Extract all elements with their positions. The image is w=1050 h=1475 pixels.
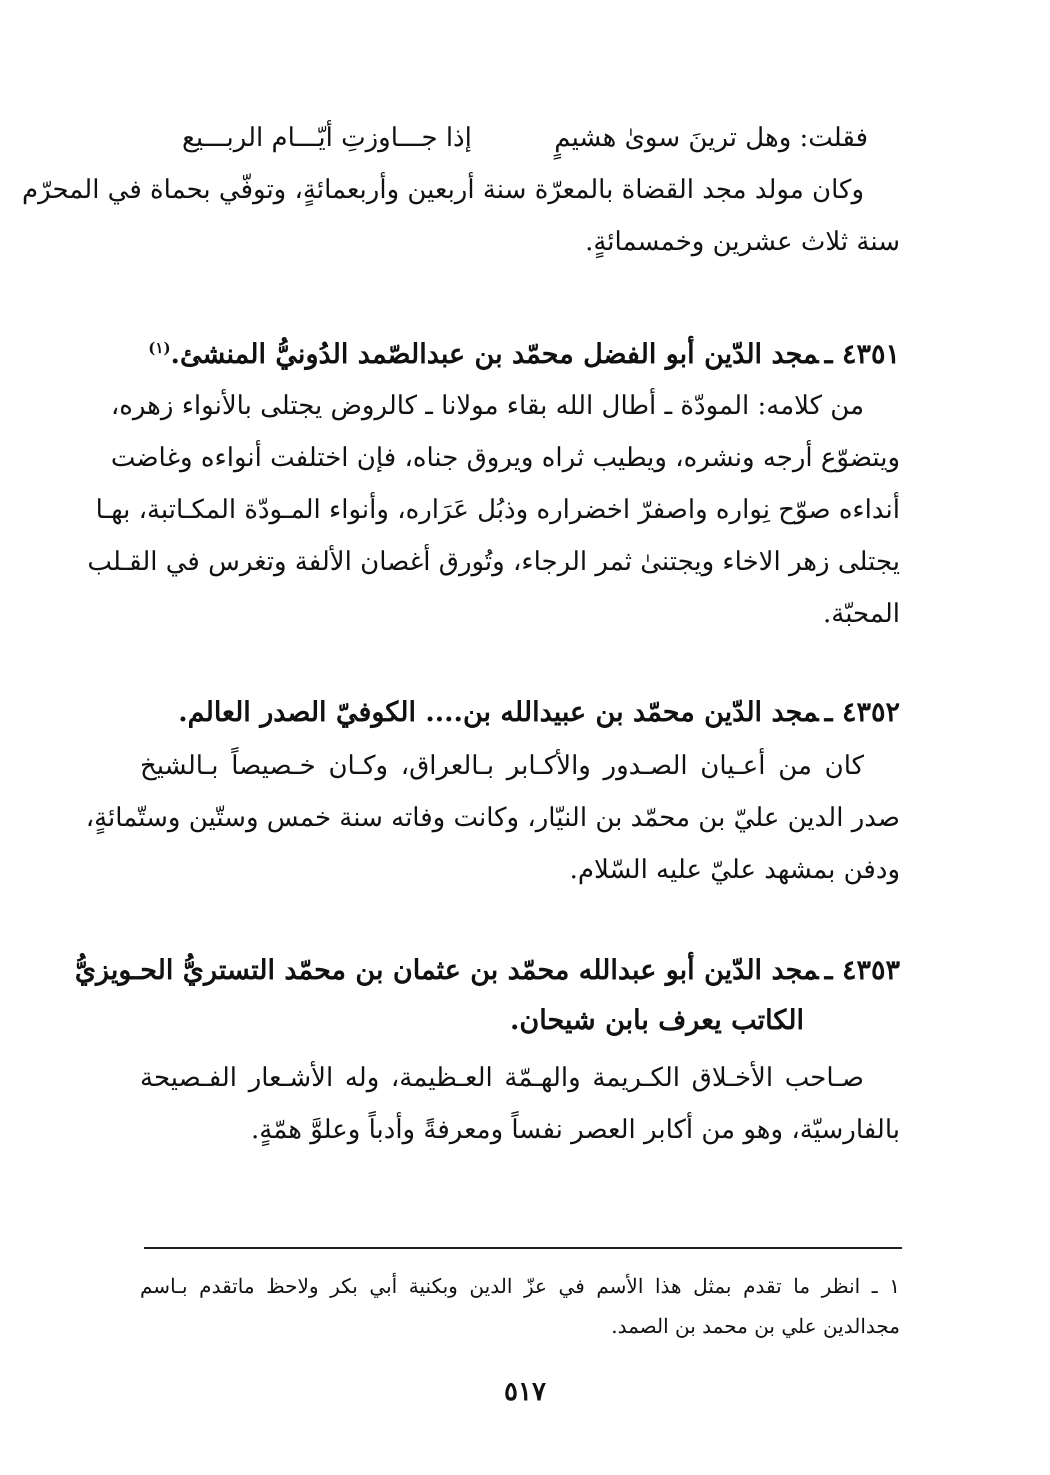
text-line: وكان مولد مجد القضاة بالمعرّة سنة أربعين وأربعمائةٍ، وتوفّي بحماة في المحرّم [22,175,864,205]
verse-line [140,112,900,164]
entry-4351-heading [140,330,900,380]
text-line: من كلامه: المودّة ـ أطال الله بقاء مولانا ـ كالروض يجتلى بالأنواء زهره، [110,391,864,421]
text-line: ودفن بمشهد عليّ عليه السّلام. [569,855,900,885]
entry-4351-body [87,380,900,640]
intro-paragraph [22,164,900,268]
text-line: ويتضوّع أرجه ونشره، ويطيب ثراه ويروق جناه، فإن اختلفت أنواءه وغاضت [110,443,900,473]
verse-hemistich-second: إذا جـــاوزتِ أيّـــام الربـــيع [182,123,472,153]
text-line: يجتلى زهر الاخاء ويجتنىٰ ثمر الرجاء، وتُورق أغصان الألفة وتغرس في القـلب [87,547,900,577]
footnote-line: مجدالدين علي بن محمد بن الصمد. [611,1314,900,1338]
entry-4353-heading [74,946,900,1046]
text-line: بالفارسيّة، وهو من أكابر العصر نفساً ومعرفةً وأدباً وعلوَّ همّةٍ. [251,1115,900,1145]
entry-number: ٤٣٥٣ ـ [824,955,900,986]
text-line: المحبّة. [822,599,900,629]
footnote-separator [144,1247,902,1249]
entry-title: مجد الدّين أبو الفضل محمّد بن عبدالصّمد الدُونيُّ المنشئ. [170,339,819,370]
text-line: سنة ثلاث عشرين وخمسمائةٍ. [585,227,900,257]
text-line: صـاحب الأخـلاق الكـريمة والهـمّة العـظيمة، وله الأشـعار الفـصيحة [140,1063,864,1093]
entry-title: مجد الدّين أبو عبدالله محمّد بن عثمان بن محمّد التستريُّ الحـويزيُّ [74,955,819,986]
text-line: صدر الدين عليّ بن محمّد بن النيّار، وكانت وفاته سنة خمس وستّين وستّمائةٍ، [85,803,900,833]
entry-4352-heading [140,688,900,738]
text-line: كان من أعـيان الصـدور والأكـابر بـالعراق، وكـان خـصيصاً بـالشيخ [140,751,864,781]
entry-title: مجد الدّين محمّد بن عبيدالله بن.... الكوفيّ الصدر العالم. [178,697,819,728]
entry-4352-body [85,740,900,896]
entry-number: ٤٣٥١ ـ [824,339,900,370]
footnote-reference: (١) [148,339,171,357]
entry-title-continued: الكاتب يعرف بابن شيحان. [510,1005,804,1036]
footnote [140,1266,900,1346]
footnote-line: ١ ـ انظر ما تقدم بمثل هذا الأسم في عزّ الدين وبكنية أبي بكر ولاحظ ماتقدم بـاسم [140,1274,900,1298]
verse-hemistich-first: فقلت: وهل ترينَ سوىٰ هشيمٍ [554,123,868,153]
page-number: ٥١٧ [504,1377,546,1407]
entry-number: ٤٣٥٢ ـ [824,697,900,728]
text-line: أنداءه صوّح نِواره واصفرّ اخضراره وذبُل عَرَاره، وأنواء المـودّة المكـاتبة، بهـا [95,495,900,525]
entry-4353-body [140,1052,900,1156]
